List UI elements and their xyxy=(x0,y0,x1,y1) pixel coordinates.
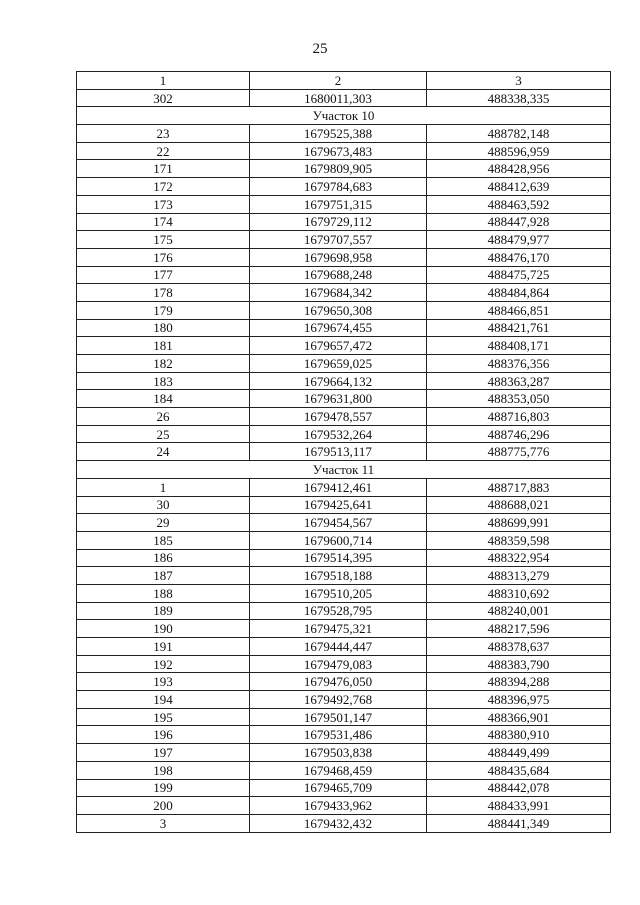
x-coordinate-cell: 1679513,117 xyxy=(250,443,427,461)
x-coordinate-cell: 1679600,714 xyxy=(250,531,427,549)
y-coordinate-cell: 488412,639 xyxy=(427,178,611,196)
point-number-cell: 192 xyxy=(77,655,250,673)
table-row xyxy=(77,178,611,196)
x-coordinate-cell: 1679479,083 xyxy=(250,655,427,673)
x-coordinate-cell: 1679673,483 xyxy=(250,142,427,160)
point-number-cell: 190 xyxy=(77,620,250,638)
y-coordinate-cell: 488217,596 xyxy=(427,620,611,638)
x-coordinate-cell: 1680011,303 xyxy=(250,89,427,107)
x-coordinate-cell: 1679476,050 xyxy=(250,673,427,691)
y-coordinate-cell: 488716,803 xyxy=(427,408,611,426)
y-coordinate-cell: 488476,170 xyxy=(427,248,611,266)
table-row xyxy=(77,531,611,549)
table-row xyxy=(77,443,611,461)
x-coordinate-cell: 1679659,025 xyxy=(250,355,427,373)
point-number-cell: 23 xyxy=(77,125,250,143)
y-coordinate-cell: 488322,954 xyxy=(427,549,611,567)
point-number-cell: 196 xyxy=(77,726,250,744)
table-row xyxy=(77,638,611,656)
point-number-cell: 199 xyxy=(77,779,250,797)
y-coordinate-cell: 488596,959 xyxy=(427,142,611,160)
table-row xyxy=(77,673,611,691)
table-header xyxy=(77,72,611,90)
point-number-cell: 193 xyxy=(77,673,250,691)
x-coordinate-cell: 1679433,962 xyxy=(250,797,427,815)
point-number-cell: 179 xyxy=(77,301,250,319)
section-heading: Участок 11 xyxy=(77,461,611,479)
table-row xyxy=(77,691,611,709)
y-coordinate-cell: 488313,279 xyxy=(427,567,611,585)
header-cell-2: 2 xyxy=(250,72,427,90)
y-coordinate-cell: 488717,883 xyxy=(427,478,611,496)
y-coordinate-cell: 488338,335 xyxy=(427,89,611,107)
x-coordinate-cell: 1679631,800 xyxy=(250,390,427,408)
point-number-cell: 176 xyxy=(77,248,250,266)
table-row xyxy=(77,231,611,249)
x-coordinate-cell: 1679684,342 xyxy=(250,284,427,302)
y-coordinate-cell: 488442,078 xyxy=(427,779,611,797)
x-coordinate-cell: 1679510,205 xyxy=(250,584,427,602)
point-number-cell: 174 xyxy=(77,213,250,231)
table-row xyxy=(77,567,611,585)
y-coordinate-cell: 488366,901 xyxy=(427,708,611,726)
table-row xyxy=(77,620,611,638)
point-number-cell: 183 xyxy=(77,372,250,390)
table-row xyxy=(77,797,611,815)
point-number-cell: 175 xyxy=(77,231,250,249)
point-number-cell: 189 xyxy=(77,602,250,620)
table-row xyxy=(77,390,611,408)
table-row xyxy=(77,708,611,726)
y-coordinate-cell: 488699,991 xyxy=(427,514,611,532)
y-coordinate-cell: 488394,288 xyxy=(427,673,611,691)
point-number-cell: 197 xyxy=(77,744,250,762)
point-number-cell: 194 xyxy=(77,691,250,709)
point-number-cell: 180 xyxy=(77,319,250,337)
point-number-cell: 3 xyxy=(77,814,250,832)
table-row xyxy=(77,213,611,231)
y-coordinate-cell: 488441,349 xyxy=(427,814,611,832)
y-coordinate-cell: 488353,050 xyxy=(427,390,611,408)
x-coordinate-cell: 1679674,455 xyxy=(250,319,427,337)
y-coordinate-cell: 488433,991 xyxy=(427,797,611,815)
x-coordinate-cell: 1679432,432 xyxy=(250,814,427,832)
table-row xyxy=(77,744,611,762)
table-row xyxy=(77,726,611,744)
point-number-cell: 198 xyxy=(77,761,250,779)
x-coordinate-cell: 1679412,461 xyxy=(250,478,427,496)
point-number-cell: 188 xyxy=(77,584,250,602)
x-coordinate-cell: 1679454,567 xyxy=(250,514,427,532)
y-coordinate-cell: 488240,001 xyxy=(427,602,611,620)
x-coordinate-cell: 1679525,388 xyxy=(250,125,427,143)
y-coordinate-cell: 488775,776 xyxy=(427,443,611,461)
table-row xyxy=(77,814,611,832)
point-number-cell: 186 xyxy=(77,549,250,567)
x-coordinate-cell: 1679532,264 xyxy=(250,425,427,443)
x-coordinate-cell: 1679518,188 xyxy=(250,567,427,585)
point-number-cell: 187 xyxy=(77,567,250,585)
table-row xyxy=(77,602,611,620)
y-coordinate-cell: 488746,296 xyxy=(427,425,611,443)
y-coordinate-cell: 488428,956 xyxy=(427,160,611,178)
table-row xyxy=(77,779,611,797)
x-coordinate-cell: 1679657,472 xyxy=(250,337,427,355)
y-coordinate-cell: 488479,977 xyxy=(427,231,611,249)
point-number-cell: 178 xyxy=(77,284,250,302)
point-number-cell: 195 xyxy=(77,708,250,726)
y-coordinate-cell: 488463,592 xyxy=(427,195,611,213)
y-coordinate-cell: 488363,287 xyxy=(427,372,611,390)
table-row xyxy=(77,337,611,355)
header-cell-1: 1 xyxy=(77,72,250,90)
x-coordinate-cell: 1679650,308 xyxy=(250,301,427,319)
y-coordinate-cell: 488380,910 xyxy=(427,726,611,744)
x-coordinate-cell: 1679707,557 xyxy=(250,231,427,249)
table-row xyxy=(77,549,611,567)
header-row xyxy=(77,72,611,90)
table-row xyxy=(77,195,611,213)
point-number-cell: 177 xyxy=(77,266,250,284)
point-number-cell: 185 xyxy=(77,531,250,549)
page-number: 25 xyxy=(312,41,328,57)
table-row xyxy=(77,372,611,390)
table-row xyxy=(77,160,611,178)
coordinates-table xyxy=(76,71,611,833)
table-row xyxy=(77,408,611,426)
section-heading: Участок 10 xyxy=(77,107,611,125)
y-coordinate-cell: 488421,761 xyxy=(427,319,611,337)
x-coordinate-cell: 1679478,557 xyxy=(250,408,427,426)
x-coordinate-cell: 1679514,395 xyxy=(250,549,427,567)
table-row xyxy=(77,89,611,107)
x-coordinate-cell: 1679729,112 xyxy=(250,213,427,231)
x-coordinate-cell: 1679425,641 xyxy=(250,496,427,514)
table-row xyxy=(77,319,611,337)
point-number-cell: 181 xyxy=(77,337,250,355)
table-row xyxy=(77,266,611,284)
point-number-cell: 184 xyxy=(77,390,250,408)
y-coordinate-cell: 488435,684 xyxy=(427,761,611,779)
table-row xyxy=(77,284,611,302)
point-number-cell: 171 xyxy=(77,160,250,178)
point-number-cell: 22 xyxy=(77,142,250,160)
table-body xyxy=(77,89,611,832)
y-coordinate-cell: 488396,975 xyxy=(427,691,611,709)
x-coordinate-cell: 1679809,905 xyxy=(250,160,427,178)
x-coordinate-cell: 1679698,958 xyxy=(250,248,427,266)
x-coordinate-cell: 1679664,132 xyxy=(250,372,427,390)
section-heading-row xyxy=(77,461,611,479)
x-coordinate-cell: 1679528,795 xyxy=(250,602,427,620)
x-coordinate-cell: 1679444,447 xyxy=(250,638,427,656)
point-number-cell: 191 xyxy=(77,638,250,656)
point-number-cell: 30 xyxy=(77,496,250,514)
point-number-cell: 24 xyxy=(77,443,250,461)
y-coordinate-cell: 488447,928 xyxy=(427,213,611,231)
x-coordinate-cell: 1679531,486 xyxy=(250,726,427,744)
x-coordinate-cell: 1679475,321 xyxy=(250,620,427,638)
table-row xyxy=(77,478,611,496)
y-coordinate-cell: 488466,851 xyxy=(427,301,611,319)
table-row xyxy=(77,655,611,673)
x-coordinate-cell: 1679492,768 xyxy=(250,691,427,709)
y-coordinate-cell: 488484,864 xyxy=(427,284,611,302)
point-number-cell: 26 xyxy=(77,408,250,426)
y-coordinate-cell: 488688,021 xyxy=(427,496,611,514)
table-row xyxy=(77,301,611,319)
x-coordinate-cell: 1679751,315 xyxy=(250,195,427,213)
y-coordinate-cell: 488449,499 xyxy=(427,744,611,762)
point-number-cell: 182 xyxy=(77,355,250,373)
y-coordinate-cell: 488378,637 xyxy=(427,638,611,656)
y-coordinate-cell: 488383,790 xyxy=(427,655,611,673)
section-heading-row xyxy=(77,107,611,125)
table-row xyxy=(77,355,611,373)
table-row xyxy=(77,142,611,160)
point-number-cell: 1 xyxy=(77,478,250,496)
x-coordinate-cell: 1679784,683 xyxy=(250,178,427,196)
table-row xyxy=(77,248,611,266)
x-coordinate-cell: 1679503,838 xyxy=(250,744,427,762)
header-cell-3: 3 xyxy=(427,72,611,90)
table-row xyxy=(77,584,611,602)
table-row xyxy=(77,496,611,514)
y-coordinate-cell: 488408,171 xyxy=(427,337,611,355)
x-coordinate-cell: 1679468,459 xyxy=(250,761,427,779)
x-coordinate-cell: 1679688,248 xyxy=(250,266,427,284)
point-number-cell: 172 xyxy=(77,178,250,196)
y-coordinate-cell: 488310,692 xyxy=(427,584,611,602)
point-number-cell: 29 xyxy=(77,514,250,532)
y-coordinate-cell: 488376,356 xyxy=(427,355,611,373)
table-row xyxy=(77,425,611,443)
y-coordinate-cell: 488475,725 xyxy=(427,266,611,284)
y-coordinate-cell: 488782,148 xyxy=(427,125,611,143)
table-row xyxy=(77,514,611,532)
table-row xyxy=(77,761,611,779)
point-number-cell: 173 xyxy=(77,195,250,213)
point-number-cell: 302 xyxy=(77,89,250,107)
point-number-cell: 25 xyxy=(77,425,250,443)
table-row xyxy=(77,125,611,143)
point-number-cell: 200 xyxy=(77,797,250,815)
x-coordinate-cell: 1679501,147 xyxy=(250,708,427,726)
x-coordinate-cell: 1679465,709 xyxy=(250,779,427,797)
y-coordinate-cell: 488359,598 xyxy=(427,531,611,549)
